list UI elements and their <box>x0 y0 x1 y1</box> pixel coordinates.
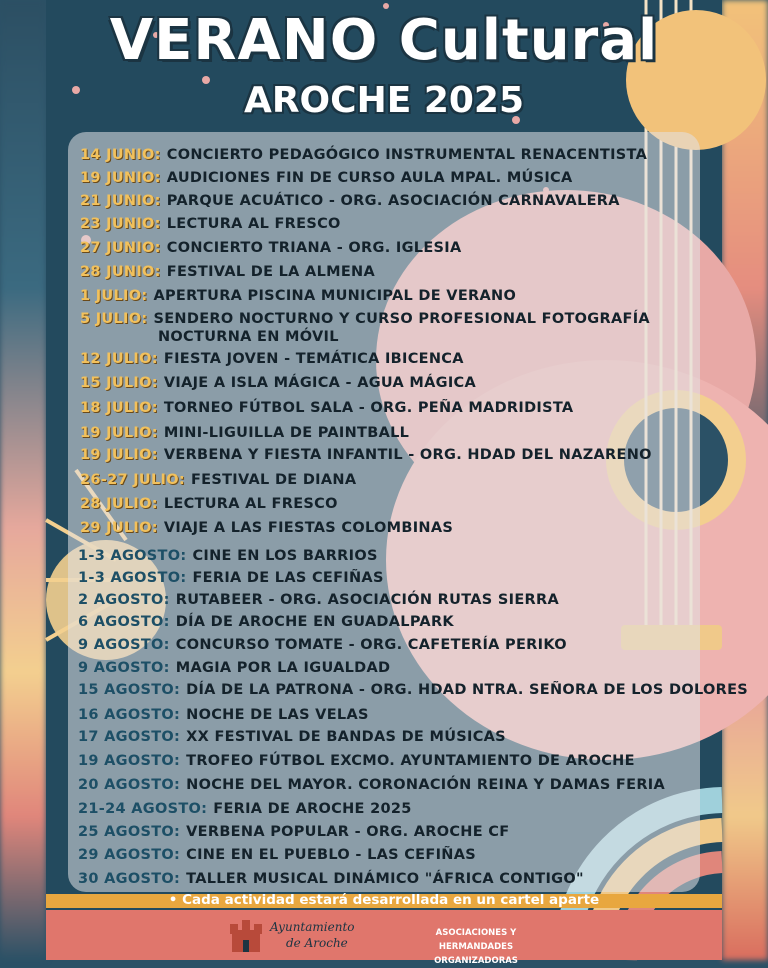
event-row <box>80 239 462 257</box>
event-title: XX FESTIVAL DE BANDAS DE MÚSICAS <box>186 729 506 745</box>
event-title: TORNEO FÚTBOL SALA - ORG. PEÑA MADRIDISTA <box>163 400 574 416</box>
event-row <box>78 659 390 677</box>
event-date: 28 JULIO: <box>80 496 158 512</box>
event-title: CINE EN LOS BARRIOS <box>192 548 378 564</box>
event-row <box>78 846 476 864</box>
event-row <box>80 471 356 489</box>
footer-note: • Cada actividad estará desarrollada en un cartel aparte <box>168 892 600 908</box>
event-date: 17 AGOSTO: <box>78 729 181 745</box>
event-title: LECTURA AL FRESCO <box>166 216 341 232</box>
event-date: 19 JUNIO: <box>80 170 161 186</box>
event-title: SENDERO NOCTURNO Y CURSO PROFESIONAL FOTOGRAFÍA <box>153 311 650 327</box>
event-date: 18 JULIO: <box>80 400 158 416</box>
event-date: 25 AGOSTO: <box>78 824 181 840</box>
event-title: NOCHE DEL MAYOR. CORONACIÓN REINA Y DAMAS FERIA <box>186 777 665 793</box>
logo-text-2: de Aroche <box>286 936 348 950</box>
event-row <box>80 350 464 368</box>
poster <box>46 0 749 966</box>
event-title: APERTURA PISCINA MUNICIPAL DE VERANO <box>153 288 517 304</box>
event-title: DÍA DE AROCHE EN GUADALPARK <box>175 614 454 630</box>
organizers-text <box>406 926 546 968</box>
event-row <box>78 547 378 565</box>
event-title: CONCIERTO PEDAGÓGICO INSTRUMENTAL RENACENTISTA <box>166 147 648 163</box>
event-date: 29 AGOSTO: <box>78 847 181 863</box>
event-row <box>80 519 453 537</box>
event-row <box>78 752 635 770</box>
event-date: 15 AGOSTO: <box>78 682 181 698</box>
event-row <box>80 263 375 281</box>
event-row <box>78 636 567 654</box>
event-title: MINI-LIGUILLA DE PAINTBALL <box>163 425 410 441</box>
event-title: TALLER MUSICAL DINÁMICO "ÁFRICA CONTIGO" <box>186 871 584 887</box>
event-row <box>80 192 620 210</box>
event-row <box>80 310 650 346</box>
event-date: 6 AGOSTO: <box>78 614 170 630</box>
organizers-line-1: ASOCIACIONES Y HERMANDADES <box>435 928 517 952</box>
event-title: DÍA DE LA PATRONA - ORG. HDAD NTRA. SEÑORA DE LOS DOLORES <box>186 682 749 698</box>
event-date: 20 AGOSTO: <box>78 777 181 793</box>
event-title: PARQUE ACUÁTICO - ORG. ASOCIACIÓN CARNAVALERA <box>166 193 620 209</box>
event-date: 28 JUNIO: <box>80 264 161 280</box>
event-title: CINE EN EL PUEBLO - LAS CEFIÑAS <box>186 847 476 863</box>
logo-text-1: Ayuntamiento <box>270 920 355 934</box>
event-date: 16 AGOSTO: <box>78 707 181 723</box>
event-title-line-2: NOCTURNA EN MÓVIL <box>158 329 339 345</box>
event-row <box>80 424 409 442</box>
event-row <box>78 823 509 841</box>
event-date: 23 JUNIO: <box>80 216 161 232</box>
event-date: 1-3 AGOSTO: <box>78 570 187 586</box>
event-title: CONCIERTO TRIANA - ORG. IGLESIA <box>166 240 462 256</box>
event-date: 19 JULIO: <box>80 447 158 463</box>
event-row <box>80 495 338 513</box>
event-date: 27 JUNIO: <box>80 240 161 256</box>
event-row <box>78 800 412 818</box>
event-date: 9 AGOSTO: <box>78 637 170 653</box>
event-date: 21 JUNIO: <box>80 193 161 209</box>
event-date: 19 AGOSTO: <box>78 753 181 769</box>
poster-title: VERANO Cultural <box>109 8 659 73</box>
event-row <box>78 870 584 888</box>
poster-subtitle: AROCHE 2025 <box>243 80 525 121</box>
event-title: AUDICIONES FIN DE CURSO AULA MPAL. MÚSICA <box>166 170 573 186</box>
event-title: RUTABEER - ORG. ASOCIACIÓN RUTAS SIERRA <box>175 592 559 608</box>
footer-bar <box>46 910 722 960</box>
event-date: 29 JULIO: <box>80 520 158 536</box>
event-title: LECTURA AL FRESCO <box>163 496 338 512</box>
event-date: 1 JULIO: <box>80 288 148 304</box>
event-row <box>80 446 652 464</box>
event-title: FESTIVAL DE LA ALMENA <box>166 264 376 280</box>
event-title: FESTIVAL DE DIANA <box>190 472 357 488</box>
castle-icon <box>226 916 266 954</box>
event-title: FIESTA JOVEN - TEMÁTICA IBICENCA <box>163 351 464 367</box>
event-date: 30 AGOSTO: <box>78 871 181 887</box>
event-row <box>78 776 665 794</box>
event-row <box>80 169 573 187</box>
event-title: MAGIA POR LA IGUALDAD <box>175 660 391 676</box>
event-date: 14 JUNIO: <box>80 147 161 163</box>
event-row <box>80 374 476 392</box>
event-row <box>80 399 573 417</box>
event-row <box>78 613 454 631</box>
event-title: CONCURSO TOMATE - ORG. CAFETERÍA PERIKO <box>175 637 567 653</box>
ayuntamiento-logo <box>226 916 366 954</box>
event-date: 12 JULIO: <box>80 351 158 367</box>
event-date: 15 JULIO: <box>80 375 158 391</box>
event-row <box>78 706 369 724</box>
event-row <box>78 591 559 609</box>
organizers-line-2: ORGANIZADORAS <box>434 956 518 966</box>
event-date: 1-3 AGOSTO: <box>78 548 187 564</box>
event-title: NOCHE DE LAS VELAS <box>186 707 369 723</box>
blurred-left-border <box>0 0 46 960</box>
event-date: 19 JULIO: <box>80 425 158 441</box>
event-date: 26-27 JULIO: <box>80 472 185 488</box>
event-row <box>80 287 516 305</box>
event-date: 5 JULIO: <box>80 311 148 327</box>
event-date: 21-24 AGOSTO: <box>78 801 208 817</box>
event-row <box>78 728 506 746</box>
event-date: 9 AGOSTO: <box>78 660 170 676</box>
event-title: VERBENA POPULAR - ORG. AROCHE CF <box>186 824 510 840</box>
event-row <box>78 681 748 699</box>
event-title: FERIA DE AROCHE 2025 <box>213 801 412 817</box>
event-row <box>80 146 647 164</box>
event-title: VERBENA Y FIESTA INFANTIL - ORG. HDAD DEL NAZARENO <box>163 447 652 463</box>
event-date: 2 AGOSTO: <box>78 592 170 608</box>
event-title: VIAJE A LAS FIESTAS COLOMBINAS <box>163 520 454 536</box>
event-row <box>80 215 341 233</box>
event-row <box>78 569 384 587</box>
event-title: VIAJE A ISLA MÁGICA - AGUA MÁGICA <box>163 375 477 391</box>
event-title: TROFEO FÚTBOL EXCMO. AYUNTAMIENTO DE AROCHE <box>186 753 635 769</box>
event-title: FERIA DE LAS CEFIÑAS <box>192 570 384 586</box>
